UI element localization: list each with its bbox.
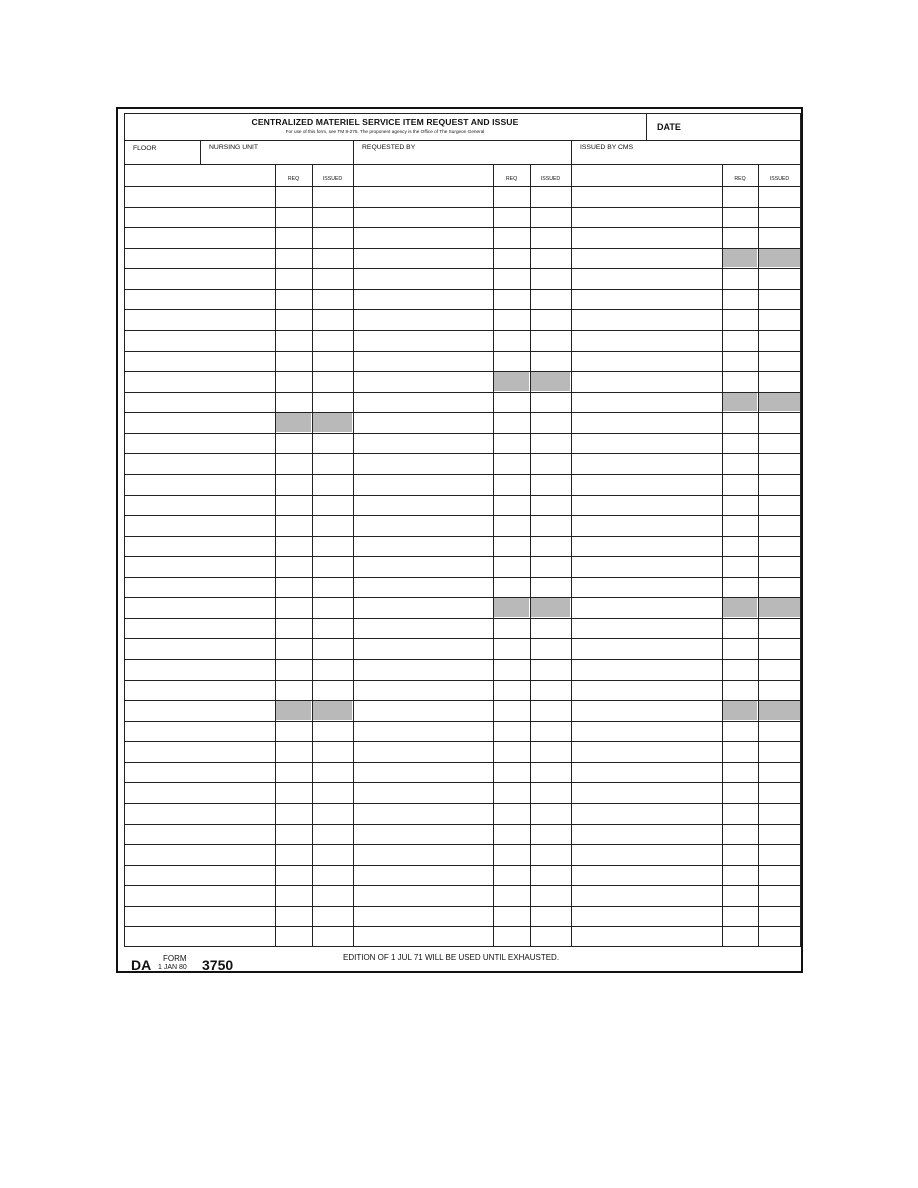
row-line (124, 597, 801, 598)
issued-header-1: ISSUED (322, 176, 343, 182)
row-line (124, 782, 801, 783)
date-label: DATE (657, 122, 681, 132)
header-bottom (124, 164, 801, 165)
footer-edition-note: EDITION OF 1 JUL 71 WILL BE USED UNTIL EXHAUSTED. (343, 953, 560, 962)
shaded-cell (276, 701, 311, 720)
shaded-cell (276, 413, 311, 432)
row-line (124, 371, 801, 372)
form-border (124, 113, 801, 947)
row-line (124, 844, 801, 845)
shaded-cell (723, 393, 757, 412)
shaded-cell (531, 372, 570, 391)
issued-header-3: ISSUED (769, 176, 790, 182)
req-header-1: REQ (287, 176, 300, 182)
row-line (124, 268, 801, 269)
floor-divider (200, 140, 201, 164)
header-divider-2 (571, 140, 572, 164)
form-subtitle: For use of this form, see TM 8-275. The proponent agency is the Office of The Surgeon General (285, 129, 485, 134)
footer-form-word: FORM (163, 954, 187, 963)
row-line (124, 227, 801, 228)
issued-by-label: ISSUED BY CMS (580, 144, 634, 151)
row-line (124, 351, 801, 352)
row-line (124, 865, 801, 866)
row-line (124, 618, 801, 619)
row-line (124, 762, 801, 763)
row-line (124, 248, 801, 249)
shaded-cell (723, 701, 757, 720)
row-line (124, 680, 801, 681)
footer-form-date: 1 JAN 80 (158, 964, 187, 971)
req-header-2: REQ (505, 176, 518, 182)
req-header-3: REQ (734, 176, 746, 182)
shaded-cell (494, 372, 529, 391)
row-line (124, 556, 801, 557)
row-line (124, 721, 801, 722)
row-line (124, 412, 801, 413)
row-line (124, 659, 801, 660)
row-line (124, 700, 801, 701)
nursing-unit-label: NURSING UNIT (209, 144, 259, 151)
row-line (124, 824, 801, 825)
header-divider-1 (353, 140, 354, 164)
shaded-cell (759, 598, 800, 617)
row-line (124, 433, 801, 434)
row-line (124, 515, 801, 516)
footer-form-number: 3750 (202, 957, 234, 973)
shaded-cell (723, 598, 757, 617)
shaded-cell (759, 393, 800, 412)
title-divider (124, 140, 801, 141)
date-divider (646, 113, 647, 140)
shaded-cell (494, 598, 529, 617)
shaded-cell (759, 249, 800, 268)
shaded-cell (531, 598, 570, 617)
row-line (124, 906, 801, 907)
shaded-cell (759, 701, 800, 720)
row-line (124, 392, 801, 393)
row-line (124, 495, 801, 496)
row-line (124, 885, 801, 886)
row-line (124, 741, 801, 742)
shaded-cell (723, 249, 757, 268)
row-line (124, 309, 801, 310)
issued-header-2: ISSUED (540, 176, 561, 182)
row-line (124, 926, 801, 927)
footer-agency: DA (131, 957, 152, 973)
row-line (124, 453, 801, 454)
row-line (124, 330, 801, 331)
row-line (124, 577, 801, 578)
row-line (124, 638, 801, 639)
floor-label: FLOOR (133, 145, 157, 152)
row-line (124, 474, 801, 475)
form-title: CENTRALIZED MATERIEL SERVICE ITEM REQUEST AND ISSUE (251, 117, 519, 127)
row-line (124, 536, 801, 537)
row-line (124, 186, 801, 187)
row-line (124, 803, 801, 804)
requested-by-label: REQUESTED BY (362, 144, 416, 151)
shaded-cell (313, 701, 352, 720)
shaded-cell (313, 413, 352, 432)
row-line (124, 289, 801, 290)
row-line (124, 207, 801, 208)
